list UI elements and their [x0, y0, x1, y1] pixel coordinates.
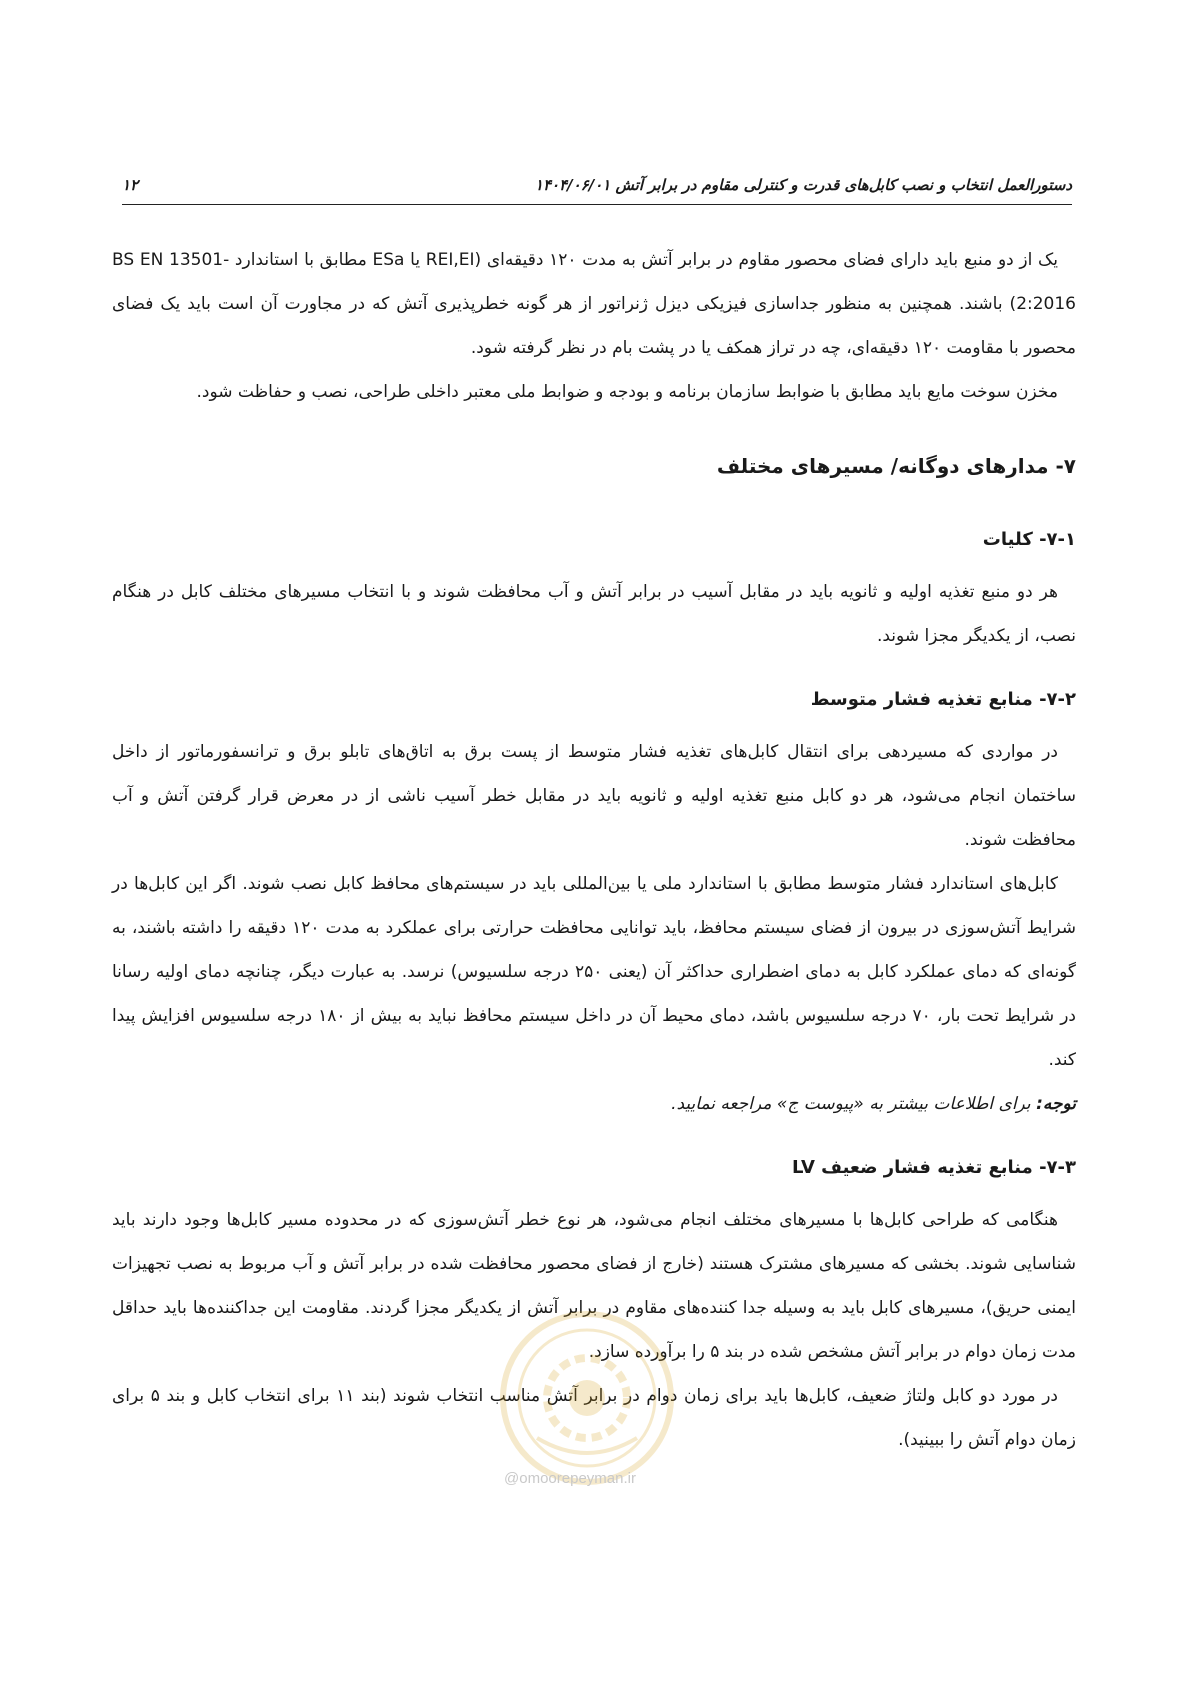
paragraph-mv-cables: کابل‌های استاندارد فشار متوسط مطابق با استاندارد ملی یا بین‌المللی باید در سیستم‌های محافظ کابل نصب شوند. اگر این کابل‌ها در شرایط آتش‌سوزی در بیرون از فضای سیستم محافظ، باید توانایی محافظت حرارتی برای عملکرد به مدت ۱۲۰ دقیقه را داشته باشند، به گونه‌ای که دمای عملکرد کابل به دمای اضطراری حداکثر آن (یعنی ۲۵۰ درجه سلسیوس) نرسد. به عبارت دیگر، چنانچه دمای اولیه رسانا در شرایط تحت بار، ۷۰ درجه سلسیوس باشد، دمای محیط آن در داخل سیستم محافظ نباید به بیش از ۱۸۰ درجه سلسیوس افزایش پیدا کند. [112, 874, 1076, 1070]
note-text: برای اطلاعات بیشتر به «پیوست ج» مراجعه نمایید. [671, 1094, 1037, 1114]
note-label: توجه: [1036, 1094, 1076, 1114]
paragraph-general: هر دو منبع تغذیه اولیه و ثانویه باید در مقابل آسیب در برابر آتش و آب محافظت شوند و با انتخاب مسیرهای مختلف کابل در هنگام نصب، از یکدیگر مجزا شوند. [112, 582, 1076, 646]
paragraph-fuel-tank: مخزن سوخت مایع باید مطابق با ضوابط سازمان برنامه و بودجه و ضوابط ملی معتبر داخلی طراحی، نصب و حفاظت شود. [196, 382, 1058, 402]
watermark-text: @omoorepeyman.ir [504, 1470, 636, 1487]
paragraph-fire-enclosure: یک از دو منبع باید دارای فضای محصور مقاوم در برابر آتش به مدت ۱۲۰ دقیقه‌ای (REI,EI یا ESa مطابق با استاندارد BS EN 13501-2:2016) باشند. همچنین به منظور جداسازی فیزیکی دیزل ژنراتور از هر گونه خطرپذیری آتش که در مجاورت آن است باید یک فضای محصور با مقاومت ۱۲۰ دقیقه‌ای، چه در تراز همکف یا در پشت بام در نظر گرفته شود. [112, 250, 1076, 358]
page-header [122, 176, 1072, 206]
paragraph-lv-routing: هنگامی که طراحی کابل‌ها با مسیرهای مختلف انجام می‌شود، هر نوع خطر آتش‌سوزی که در محدوده مسیر کابل‌ها وجود دارند باید شناسایی شوند. بخشی که مسیرهای مشترک هستند (خارج از فضای محصور محافظت شده در برابر آتش و آب مربوط به نصب تجهیزات ایمنی حریق)، مسیرهای کابل باید به وسیله جدا کننده‌های مقاوم در برابر آتش از یکدیگر مجزا گردند. مقاومت این جداکننده‌ها باید حداقل مدت زمان دوام در برابر آتش مشخص شده در بند ۵ را برآورده سازد. [112, 1210, 1076, 1362]
watermark-seal-icon [497, 1308, 677, 1488]
section-heading-7-1: ۷-۱- کلیات [982, 529, 1076, 550]
document-title: دستورالعمل انتخاب و نصب کابل‌های قدرت و کنترلی مقاوم در برابر آتش ۱۴۰۴/۰۶/۰۱ [534, 176, 1072, 194]
section-heading-7-3: ۷-۳- منابع تغذیه فشار ضعیف LV [791, 1157, 1076, 1178]
section-heading-7-2: ۷-۲- منابع تغذیه فشار متوسط [810, 689, 1076, 710]
note [112, 1082, 1076, 1126]
paragraph-mv-routing: در مواردی که مسیردهی برای انتقال کابل‌های تغذیه فشار متوسط از پست برق به اتاق‌های تابلو برق و ترانسفورماتور از داخل ساختمان انجام می‌شود، هر دو کابل منبع تغذیه اولیه و ثانویه باید در مقابل خطر آسیب ناشی از در معرض قرار گرفتن آتش و آب محافظت شوند. [112, 742, 1076, 850]
document-body [112, 238, 1076, 1462]
page-number: ۱۲ [122, 176, 139, 194]
section-heading-7: ۷- مدارهای دوگانه/ مسیرهای مختلف [716, 454, 1076, 478]
paragraph-lv-cables: در مورد دو کابل ولتاژ ضعیف، کابل‌ها باید برای زمان دوام در برابر آتش مناسب انتخاب شوند (بند ۱۱ برای انتخاب کابل و بند ۵ برای زمان دوام آتش را ببینید). [112, 1386, 1076, 1450]
header-divider [122, 204, 1072, 205]
